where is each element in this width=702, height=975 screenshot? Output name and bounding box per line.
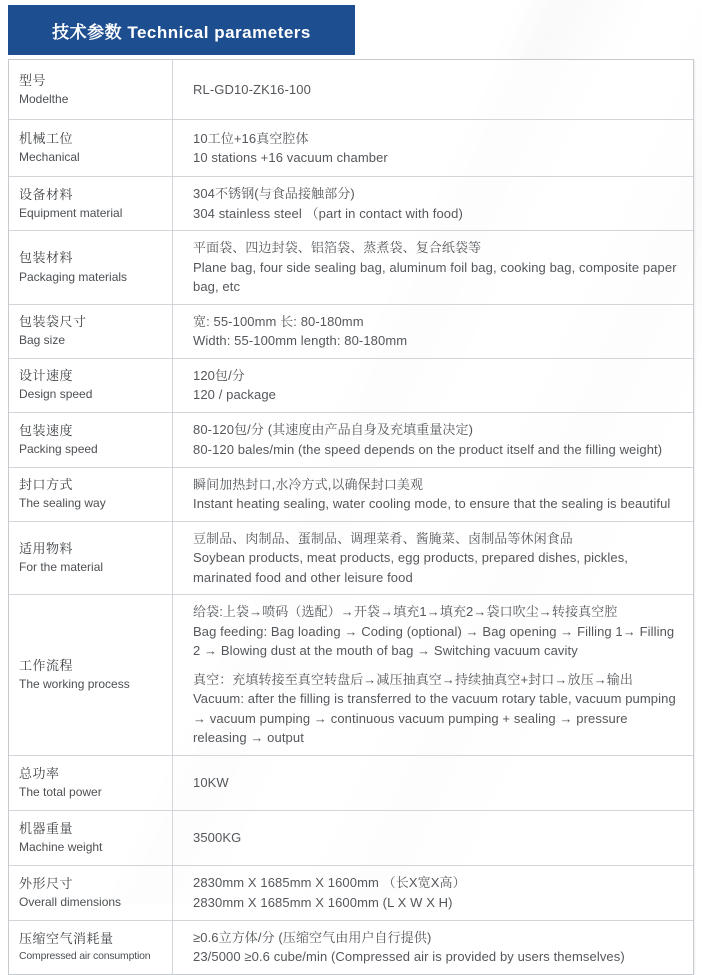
table-row-sealing-way [9, 467, 693, 521]
section-title-bar [8, 5, 355, 55]
row-value [173, 811, 693, 865]
value-line: 120 / package [193, 387, 276, 402]
table-row-working-process [9, 594, 693, 755]
value-line: 80-120 bales/min (the speed depends on the product itself and the filling weight) [193, 441, 663, 457]
value-line: 304不锈钢(与食品接触部分) [193, 186, 355, 201]
value-line: Width: 55-100mm length: 80-180mm [193, 333, 408, 348]
row-label [9, 120, 173, 176]
table-row-packaging-materials [9, 230, 693, 304]
row-label [9, 231, 173, 304]
value-line: 2830mm X 1685mm X 1600mm （长X宽X高） [193, 875, 466, 890]
row-label-zh: 包装速度 [19, 422, 74, 438]
value-line: 120包/分 [193, 367, 245, 383]
value-line: Vacuum: after the filling is transferred to the vacuum rotary table, vacuum pumping → vacuum pumping → continuous vacuum pumping + sealing → pressure releasing → output [193, 691, 676, 745]
row-label [9, 522, 173, 595]
row-label-zh: 机器重量 [19, 820, 74, 836]
value-line: 真空：充填转接至真空转盘后→减压抽真空→持续抽真空+封口→放压→输出 [193, 671, 633, 687]
row-label-zh: 包装袋尺寸 [19, 314, 87, 330]
row-label-en: Machine weight [19, 839, 103, 854]
row-label-zh: 型号 [19, 72, 47, 88]
row-value [173, 522, 693, 595]
row-label-en: The sealing way [19, 496, 106, 511]
row-label-en: For the material [19, 560, 104, 575]
row-value [173, 60, 693, 119]
row-label-en: Packaging materials [19, 269, 128, 284]
row-label-en: Equipment material [19, 205, 123, 220]
row-label-en: Bag size [19, 333, 66, 348]
row-label-zh: 设计速度 [19, 368, 74, 384]
table-row-bag-size [9, 304, 693, 358]
table-row-compressed-air [9, 920, 693, 974]
row-label-zh: 总功率 [19, 765, 60, 781]
row-value [173, 866, 693, 920]
value-line: 80-120包/分 (其速度由产品自身及充填重量决定) [193, 422, 474, 437]
row-value [173, 177, 693, 230]
value-line: 10 stations +16 vacuum chamber [193, 150, 388, 165]
value-line: 平面袋、四边封袋、铝箔袋、蒸煮袋、复合纸袋等 [193, 240, 482, 255]
row-value [173, 120, 693, 176]
table-row-for-the-material [9, 521, 693, 595]
row-label [9, 595, 173, 755]
row-label-en: Compressed air consumption [19, 950, 151, 963]
row-label-en: The total power [19, 784, 102, 799]
technical-parameters-table [8, 59, 694, 975]
row-value [173, 595, 693, 755]
value-line: 10工位+16真空腔体 [193, 130, 309, 146]
row-label-en: Design speed [19, 387, 93, 402]
row-value [173, 921, 693, 974]
row-label-zh: 机械工位 [19, 131, 74, 147]
table-row-mechanical [9, 119, 693, 176]
table-row-equipment-material [9, 176, 693, 230]
table-row-model [9, 60, 693, 119]
value-line: 2830mm X 1685mm X 1600mm (L X W X H) [193, 894, 453, 910]
value-line: 豆制品、肉制品、蛋制品、调理菜肴、酱腌菜、卤制品等休闲食品 [193, 530, 573, 546]
value-line: 10KW [193, 774, 229, 790]
table-row-overall-dimensions [9, 865, 693, 920]
table-row-packing-speed [9, 412, 693, 467]
row-label [9, 866, 173, 920]
value-line: Plane bag, four side sealing bag, aluminum foil bag, cooking bag, composite paper bag, etc [193, 259, 677, 294]
row-value [173, 756, 693, 810]
row-label [9, 811, 173, 865]
row-label [9, 413, 173, 467]
row-value [173, 231, 693, 304]
row-label [9, 921, 173, 974]
value-line: RL-GD10-ZK16-100 [193, 81, 311, 97]
table-row-machine-weight [9, 810, 693, 865]
row-label-zh: 压缩空气消耗量 [19, 931, 114, 947]
value-line: 3500KG [193, 829, 242, 845]
row-value [173, 468, 693, 521]
section-title: 技术参数 Technical parameters [52, 22, 311, 42]
value-line: ≥0.6立方体/分 (压缩空气由用户自行提供) [193, 929, 432, 945]
row-label [9, 756, 173, 810]
row-value [173, 413, 693, 467]
value-line: Soybean products, meat products, egg products, prepared dishes, pickles, marinated food and other leisure food [193, 550, 628, 585]
row-label [9, 305, 173, 358]
table-row-design-speed [9, 358, 693, 412]
row-label-en: Packing speed [19, 441, 98, 456]
row-value [173, 359, 693, 412]
row-label-en: Mechanical [19, 150, 80, 165]
value-line: Bag feeding: Bag loading → Coding (optional) → Bag opening → Filling 1→ Filling 2 → Blowing dust at the mouth of bag → Switching vacuum cavity [193, 623, 675, 658]
value-line: 给袋:上袋→喷码（选配）→开袋→填充1→填充2→袋口吹尘→转接真空腔 [193, 604, 618, 619]
row-label-zh: 工作流程 [19, 657, 74, 673]
row-label-zh: 包装材料 [19, 250, 74, 266]
row-label [9, 359, 173, 412]
row-label-en: Modelthe [19, 91, 69, 106]
row-label-zh: 适用物料 [19, 540, 74, 556]
row-label-en: Overall dimensions [19, 894, 122, 909]
row-label [9, 468, 173, 521]
value-line: 304 stainless steel （part in contact with food) [193, 205, 463, 221]
row-label-zh: 外形尺寸 [19, 875, 74, 891]
row-label [9, 60, 173, 119]
value-line: 23/5000 ≥0.6 cube/min (Compressed air is provided by users themselves) [193, 949, 625, 964]
value-line: 瞬间加热封口,水冷方式,以确保封口美观 [193, 476, 424, 492]
row-label [9, 177, 173, 230]
row-value [173, 305, 693, 358]
value-line: 宽: 55-100mm 长: 80-180mm [193, 313, 364, 329]
row-label-en: The working process [19, 677, 130, 692]
table-row-total-power [9, 755, 693, 810]
value-line: Instant heating sealing, water cooling mode, to ensure that the sealing is beautiful [193, 496, 671, 511]
row-label-zh: 设备材料 [19, 186, 74, 202]
row-label-zh: 封口方式 [19, 477, 74, 493]
